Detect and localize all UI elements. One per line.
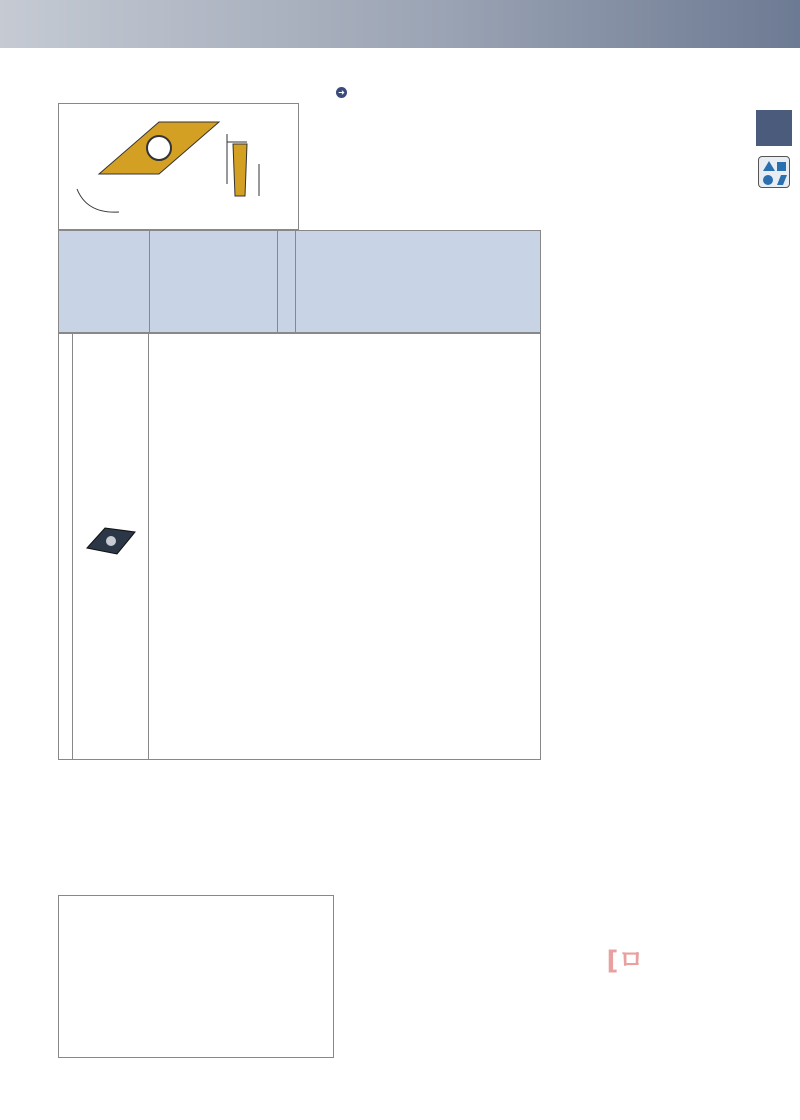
col-model <box>149 231 277 332</box>
watermark <box>540 940 710 977</box>
side-tab[interactable] <box>756 110 792 146</box>
insert-diagram <box>58 103 299 230</box>
table-body <box>58 333 541 760</box>
insert-image <box>83 524 139 560</box>
reference-note <box>334 85 349 98</box>
page-header <box>0 0 800 48</box>
col-breaker <box>277 231 295 332</box>
arrow-icon: ➜ <box>336 87 347 98</box>
table-header <box>58 230 541 333</box>
watermark-logo-icon: [ㅁ <box>606 946 644 976</box>
insert-shapes-icon <box>758 156 790 188</box>
workpiece-groups <box>301 103 541 230</box>
col-edges <box>295 231 311 332</box>
breaker-chart <box>58 895 334 1058</box>
